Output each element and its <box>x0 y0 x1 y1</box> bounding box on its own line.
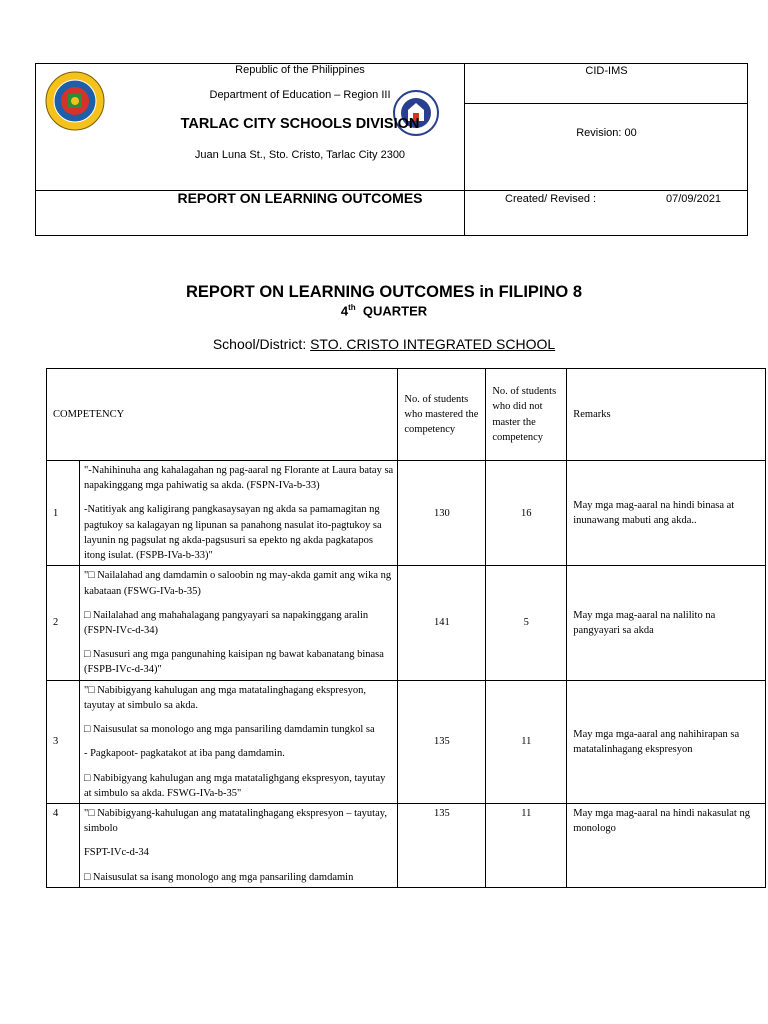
division-name: TARLAC CITY SCHOOLS DIVISION <box>180 116 420 132</box>
row-competency <box>79 461 397 566</box>
competency-line: □ Nailalahad ang mahahalagang pangyayari sa napakinggang aralin (FSPN-IVc-d-34) <box>83 609 369 636</box>
row-not-mastered: 5 <box>486 566 567 680</box>
row-competency <box>79 566 397 680</box>
table-row <box>47 803 766 887</box>
competency-line: "□ Nabibigyang-kahulugan ang matatalinghagang ekspresyon – tayutay, simbolo <box>83 807 387 835</box>
competency-line: FSPT-IVc-d-34 <box>83 847 149 859</box>
competency-line: "□ Nabibigyang kahulugan ang mga matatalinghagang ekspresyon, tayutay at simbulo sa akda. <box>83 684 367 711</box>
republic-text: Republic of the Philippines <box>235 64 365 76</box>
quarter-number: 4 <box>340 303 349 319</box>
quarter-suffix: th <box>348 303 356 312</box>
document-header <box>35 63 748 236</box>
row-competency <box>79 803 397 887</box>
row-index: 1 <box>47 461 80 566</box>
row-remarks: May mga mga-aaral ang nahihirapan sa matatalinhagang ekspresyon <box>567 680 766 803</box>
row-competency <box>79 680 397 803</box>
header-not-mastered: No. of students who did not master the competency <box>486 369 567 461</box>
competency-line: □ Naisusulat sa isang monologo ang mga pansariling damdamin <box>83 871 354 883</box>
competency-line: "□ Nailalahad ang damdamin o saloobin ng may-akda gamit ang wika ng kabataan (FSWG-IVa-b-35) <box>83 570 392 597</box>
header-mastered: No. of students who mastered the competency <box>398 369 486 461</box>
row-remarks: May mga mag-aaral na hindi binasa at inunawang mabuti ang akda.. <box>567 461 766 566</box>
department-text: Department of Education – Region III <box>209 89 391 101</box>
row-remarks: May mga mag-aaral na hindi nakasulat ng monologo <box>567 803 766 887</box>
row-not-mastered: 11 <box>486 680 567 803</box>
row-mastered: 135 <box>398 803 486 887</box>
document-code: CID-IMS <box>585 65 628 77</box>
row-not-mastered: 11 <box>486 803 567 887</box>
competency-line: □ Nabibigyang kahulugan ang mga matatalighgang ekspresyon, tayutay at simbulo sa akda. FSWG-IVa-b-35" <box>83 772 386 799</box>
table-row <box>47 566 766 680</box>
competency-line: -Natitiyak ang kaligirang pangkasaysayan ng akda sa pamamagitan ng pagtukoy sa kalagayan ng lipunan sa panahong nasulat ito-pagtukoy sa layunin ng pagsulat ng akda-pagsusuri sa epekto ng akda pagkatapos itong isulat. (FSPB-IVa-b-33)" <box>83 504 382 562</box>
row-mastered: 135 <box>398 680 486 803</box>
row-not-mastered: 16 <box>486 461 567 566</box>
competency-line: "-Nahihinuha ang kahalagahan ng pag-aaral ng Florante at Laura batay sa napakinggang mga pahiwatig sa akda. (FSPN-IVa-b-33) <box>83 465 394 492</box>
row-remarks: May mga mag-aaral na nalilito na pangyayari sa akda <box>567 566 766 680</box>
competency-line: - Pagkapoot- pagkatakot at iba pang damdamin. <box>83 748 285 760</box>
revision-text: Revision: 00 <box>576 127 637 139</box>
row-index: 4 <box>47 803 80 887</box>
deped-division-seal-icon <box>44 70 106 132</box>
table-row <box>47 680 766 803</box>
address-text: Juan Luna St., Sto. Cristo, Tarlac City 2300 <box>194 149 406 161</box>
header-remarks: Remarks <box>567 369 766 461</box>
header-competency: COMPETENCY <box>47 369 398 461</box>
page-title: REPORT ON LEARNING OUTCOMES in FILIPINO 8 <box>185 283 583 301</box>
table-row <box>47 461 766 566</box>
school-value: STO. CRISTO INTEGRATED SCHOOL <box>310 336 556 352</box>
created-label: Created/ Revised : <box>505 193 597 205</box>
school-label: School/District: <box>212 336 307 352</box>
table-header-row <box>47 369 766 461</box>
report-heading: REPORT ON LEARNING OUTCOMES <box>177 190 423 206</box>
competency-line: □ Naisusulat sa monologo ang mga pansariling damdamin tungkol sa <box>83 724 375 736</box>
competency-line: □ Nasusuri ang mga pangunahing kaisipan ng bawat kabanatang binasa (FSPB-IVc-d-34)" <box>83 649 384 676</box>
created-date: 07/09/2021 <box>666 193 722 205</box>
row-index: 2 <box>47 566 80 680</box>
row-index: 3 <box>47 680 80 803</box>
learning-outcomes-table <box>46 368 766 888</box>
quarter-label <box>0 303 768 318</box>
row-mastered: 141 <box>398 566 486 680</box>
quarter-word: QUARTER <box>362 303 428 319</box>
header-divider-right <box>464 103 747 104</box>
row-mastered: 130 <box>398 461 486 566</box>
header-divider-vertical <box>464 64 465 235</box>
school-district <box>0 336 768 352</box>
